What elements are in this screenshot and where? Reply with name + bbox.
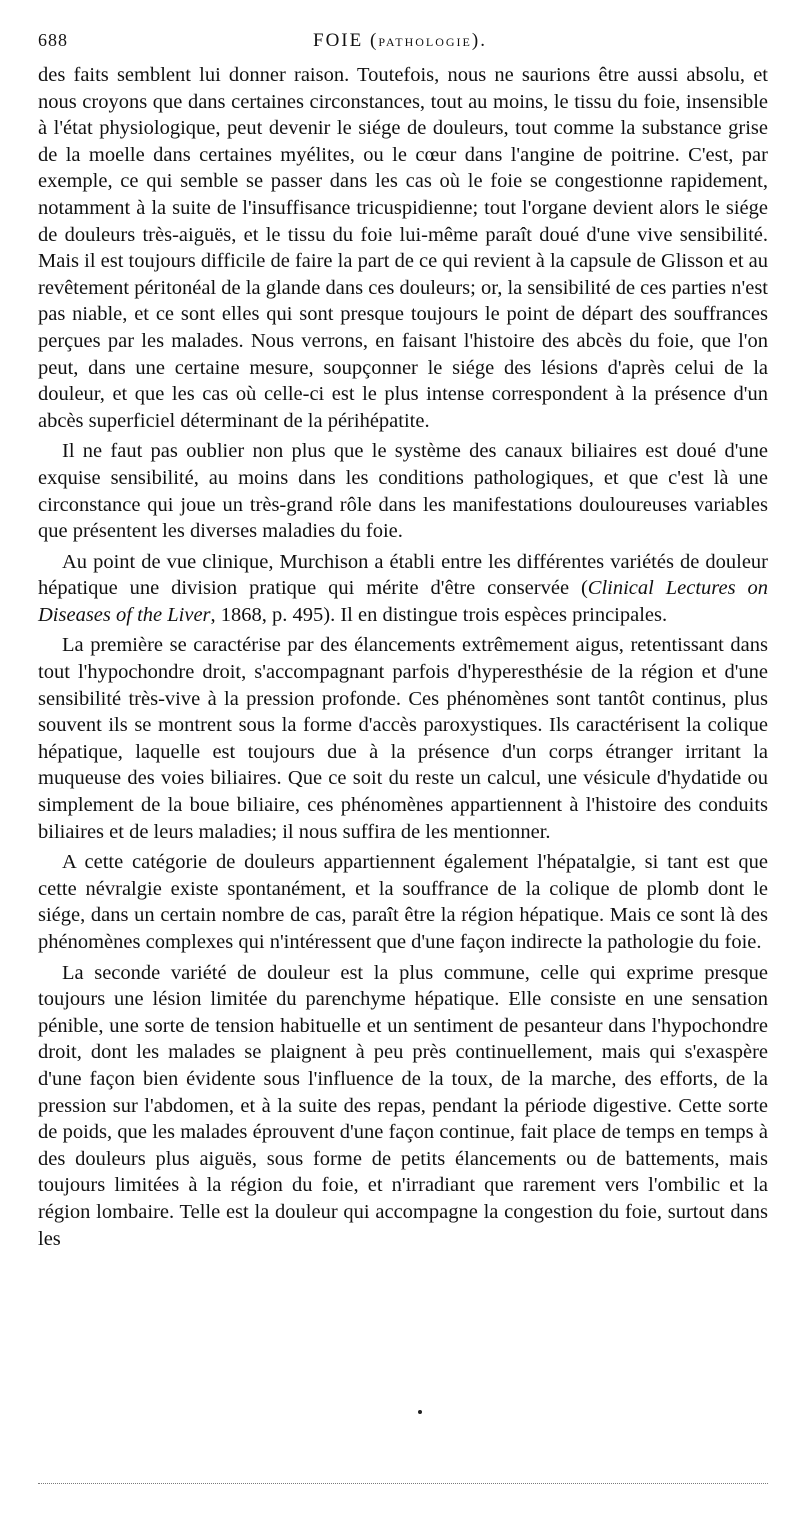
- paragraph-murchison-after: , 1868, p. 495). Il en distingue trois espèces principales.: [210, 603, 668, 626]
- paragraph-second-variety: La seconde variété de douleur est la plus commune, celle qui exprime presque toujours une lésion limitée du parenchyme hépatique. Elle consiste en une sensation pénible, une sorte de tension habituelle et un sentiment de pesanteur dans l'hypochondre droit, dont les malades se plaignent à peu près continuellement, mais qui s'exaspère d'une façon bien évidente sous l'influence de la toux, de la marche, des efforts, de la pression sur l'abdomen, et à la suite des repas, pendant la période digestive. Cette sorte de poids, que les malades éprouvent d'une façon continue, fait place de temps en temps à des douleurs plus aiguës, sous forme de petits élancements ou de battements, mais toujours limitées à la région du foie, et n'irradiant que rarement vers l'ombilic et la région lombaire. Telle est la douleur qui accompagne la congestion du foie, surtout dans les: [38, 961, 768, 1250]
- running-title: [38, 30, 762, 52]
- running-title-end: ).: [471, 30, 487, 51]
- body-text: [38, 62, 768, 1256]
- paragraph-biliary-sensitivity: Il ne faut pas oublier non plus que le système des canaux biliaires est doué d'une exquise sensibilité, au moins dans les conditions pathologiques, et que c'est là une circonstance qui joue un très-grand rôle dans les manifestations douloureuses variables que présentent les diverses maladies du foie.: [38, 440, 768, 543]
- paragraph-murchison-before: Au point de vue clinique, Murchison a établi entre les différentes variétés de douleur hépatique une division pratique qui mérite d'être conservée (: [38, 550, 768, 600]
- footer-dotted-rule: [38, 1483, 768, 1484]
- running-header: [38, 30, 762, 62]
- page-number: 688: [38, 30, 68, 50]
- paragraph-continuation: des faits semblent lui donner raison. Toutefois, nous ne saurions être aussi absolu, et nous croyons que dans certaines circonstances, tout au moins, le tissu du foie, insensible à l'état physiologique, peut devenir le siége de douleurs, tout comme la substance grise de la moelle dans certaines myélites, ou le cœur dans l'angine de poitrine. C'est, par exemple, ce qui semble se passer dans les cas où le foie se congestionne rapidement, notamment à la suite de l'insuffisance tricuspidienne; tout l'organe devient alors le siége de douleurs très-aiguës, et le tissu du foie lui-même paraît doué d'une vive sensibilité. Mais il est toujours difficile de faire la part de ce qui revient à la capsule de Glisson et au revêtement péritonéal de la glande dans ces douleurs; or, la sensibilité de ces parties n'est pas niable, et ce sont elles qui sont presque toujours le point de départ des souffrances perçues par les malades. Nous verrons, en faisant l'histoire des abcès du foie, que l'on peut, dans une certaine mesure, soupçonner le siége des lésions d'après celui de la douleur, et que les cas où celle-ci est le plus intense correspondent à la présence d'un abcès superficiel déterminant de la périhépatite.: [38, 64, 768, 432]
- ink-speck: [418, 1410, 422, 1414]
- running-title-subject: PATHOLOGIE: [378, 35, 472, 49]
- paragraph-murchison: [38, 549, 768, 629]
- paragraph-hepatalgia: A cette catégorie de douleurs appartiennent également l'hépatalgie, si tant est que cette névralgie existe spontanément, et la souffrance de la colique de plomb dont le siége, dans un certain nombre de cas, paraît être la région hépatique. Mais ce sont là des phénomènes complexes qui n'intéressent que d'une façon indirecte la pathologie du foie.: [38, 851, 768, 953]
- citation-title: Clinical Lectures on Diseases of the Liver: [38, 577, 768, 626]
- paragraph-first-variety: La première se caractérise par des élancements extrêmement aigus, retentissant dans tout l'hypochondre droit, s'accompagnant parfois d'hyperesthésie de la région et d'une sensibilité très-vive à la pression profonde. Ces phénomènes sont tantôt continus, plus souvent ils se montrent sous la forme d'accès paroxystiques. Ils caractérisent la colique hépatique, laquelle est toujours due à la présence d'un corps étranger irritant la muqueuse des voies biliaires. Que ce soit du reste un calcul, une vésicule d'hydatide ou simplement de la boue biliaire, ces phénomènes appartiennent à l'histoire des conduits biliaires et de leurs maladies; il nous suffira de les mentionner.: [38, 634, 768, 843]
- running-title-main: FOIE (: [313, 30, 379, 51]
